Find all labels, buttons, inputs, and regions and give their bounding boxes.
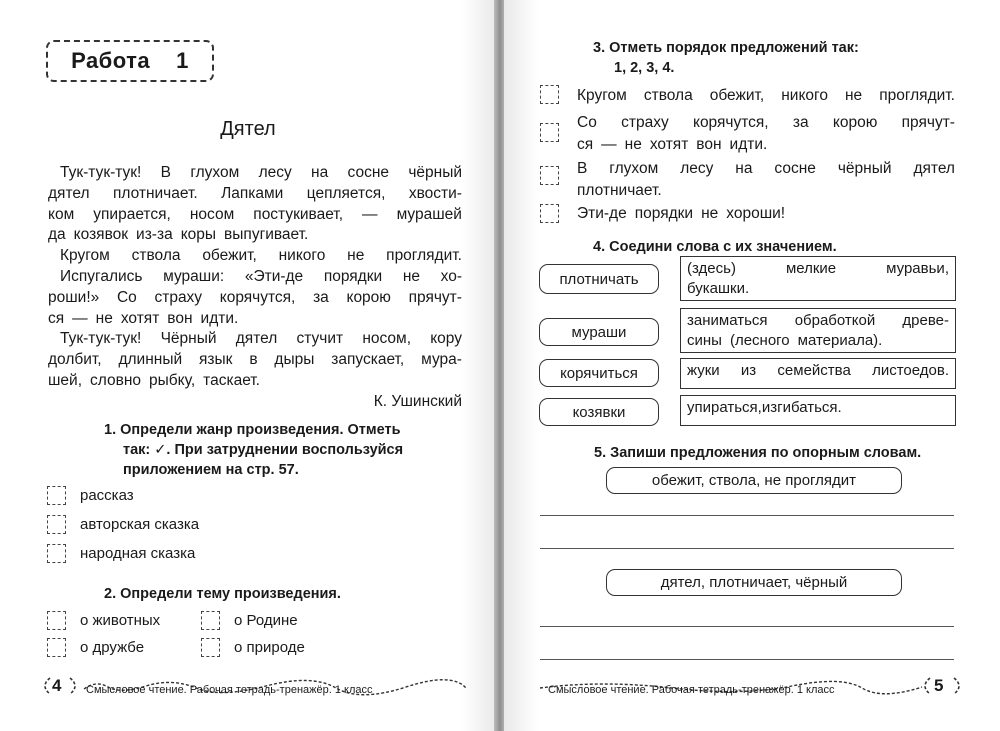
task1-line1: 1. Определи жанр произведения. Отметь [104, 422, 401, 438]
order-checkbox[interactable] [540, 204, 559, 228]
theme-option[interactable] [47, 638, 144, 657]
text-line: Испугались мураши: «Эти-де порядки не хо- [60, 267, 462, 285]
task2-heading: 2. Определи тему произведения. [104, 586, 341, 602]
answer-line[interactable] [540, 659, 954, 660]
checkbox[interactable] [47, 544, 66, 563]
work-number: 1 [176, 48, 189, 73]
definition-box[interactable] [680, 308, 956, 353]
text-line: сины (лесного материала). [687, 332, 883, 349]
option-label: народная сказка [80, 545, 196, 562]
text-line: Со страху корячутся, за корою прячут- [577, 114, 955, 131]
page-number: 4 [52, 676, 62, 695]
footer-text: Смысловое чтение. Рабочая тетрадь-тренажёр. 1 класс [548, 684, 835, 696]
text-line: Кругом ствола обежит, никого не проглядит. [577, 87, 955, 104]
option-label: о природе [234, 639, 305, 656]
footer-text: Смысловое чтение. Рабочая тетрадь-тренажёр. 1 класс [86, 684, 373, 696]
genre-option[interactable] [47, 486, 134, 505]
text-line: жуки из семейства листоедов. [687, 362, 949, 379]
task1-heading [104, 420, 403, 480]
order-checkbox[interactable] [540, 166, 559, 190]
task3-heading [593, 38, 859, 78]
text-line: роши!» Со страху корячутся, за корою прячут- [48, 288, 462, 306]
text-line: заниматься обработкой древе- [687, 312, 949, 329]
checkbox[interactable] [47, 611, 66, 630]
word-murashi[interactable]: мураши [539, 318, 659, 346]
order-checkbox[interactable] [540, 85, 559, 109]
checkbox[interactable] [540, 123, 559, 142]
option-label: о дружбе [80, 639, 145, 656]
story-title: Дятел [220, 118, 276, 140]
text-line: (здесь) мелкие муравьи, [687, 260, 949, 277]
text-line: Эти-де порядки не хороши! [577, 205, 786, 222]
text-line: шей, словно рыбку, таскает. [48, 371, 260, 389]
story-text [48, 163, 462, 413]
order-sentence [577, 86, 955, 108]
text-line: ся — не хотят вон идти. [577, 136, 768, 153]
right-page [504, 0, 1000, 731]
answer-line[interactable] [540, 515, 954, 516]
task3-line2: 1, 2, 3, 4. [614, 60, 675, 76]
genre-option[interactable] [47, 544, 195, 563]
checkbox[interactable] [47, 486, 66, 505]
text-line: плотничает. [577, 182, 662, 199]
theme-option[interactable] [201, 638, 305, 657]
checkbox[interactable] [47, 515, 66, 534]
text-line: Тук-тук-тук! Чёрный дятел стучит носом, кору [60, 330, 462, 348]
option-label: о Родине [234, 612, 298, 629]
word-kozyavki[interactable]: козявки [539, 398, 659, 426]
word-plotnichat[interactable]: плотничать [539, 264, 659, 294]
checkbox[interactable] [540, 204, 559, 223]
text-line: долбит, длинный язык в дыры запускает, мура- [48, 351, 462, 369]
work-label: Работа [71, 48, 151, 73]
text-line: Кругом ствола обежит, никого не проглядит. [60, 247, 462, 265]
key-words-2: дятел, плотничает, чёрный [606, 569, 902, 596]
task3-line1: 3. Отметь порядок предложений так: [593, 40, 859, 56]
task5-heading: 5. Запиши предложения по опорным словам. [594, 445, 922, 461]
genre-option[interactable] [47, 515, 199, 534]
option-label: о животных [80, 612, 161, 629]
task1-line2: так: ✓. При затруднении воспользуйся [123, 442, 404, 458]
answer-line[interactable] [540, 626, 954, 627]
text-line: В глухом лесу на сосне чёрный дятел [577, 160, 955, 177]
answer-line[interactable] [540, 548, 954, 549]
theme-option[interactable] [47, 611, 160, 630]
text-line: ком упирается, носом постукивает, — мурашей [48, 205, 462, 223]
option-label: авторская сказка [80, 516, 200, 533]
text-line: букашки. [687, 280, 750, 297]
option-label: рассказ [80, 487, 134, 504]
text-line: упираться, изгибаться. [687, 399, 842, 416]
checkbox[interactable] [47, 638, 66, 657]
key-words-1: обежит, ствола, не проглядит [606, 467, 902, 494]
definition-box[interactable] [680, 395, 956, 426]
task4-heading: 4. Соедини слова с их значением. [593, 239, 837, 255]
page-number: 5 [934, 676, 944, 695]
text-line: Тук-тук-тук! В глухом лесу на сосне чёрный [60, 164, 462, 181]
text-line: да козявок из-за коры выпугивает. [48, 226, 309, 244]
text-line: дятел плотничает. Лапками цепляется, хвости- [48, 184, 462, 202]
left-page [0, 0, 496, 731]
task1-line3: приложением на стр. 57. [123, 462, 299, 478]
order-sentence [577, 204, 955, 226]
order-sentence [577, 159, 955, 203]
checkbox[interactable] [540, 85, 559, 104]
theme-option[interactable] [201, 611, 298, 630]
story-author: К. Ушинский [373, 392, 462, 410]
order-checkbox[interactable] [540, 123, 559, 147]
checkbox[interactable] [201, 611, 220, 630]
definition-box[interactable] [680, 256, 956, 301]
checkbox[interactable] [201, 638, 220, 657]
work-title-box [46, 40, 214, 82]
text-line: ся — не хотят вон идти. [48, 309, 239, 327]
definition-box[interactable] [680, 358, 956, 389]
checkbox[interactable] [540, 166, 559, 185]
order-sentence [577, 113, 955, 157]
word-koryachitsya[interactable]: корячиться [539, 359, 659, 387]
